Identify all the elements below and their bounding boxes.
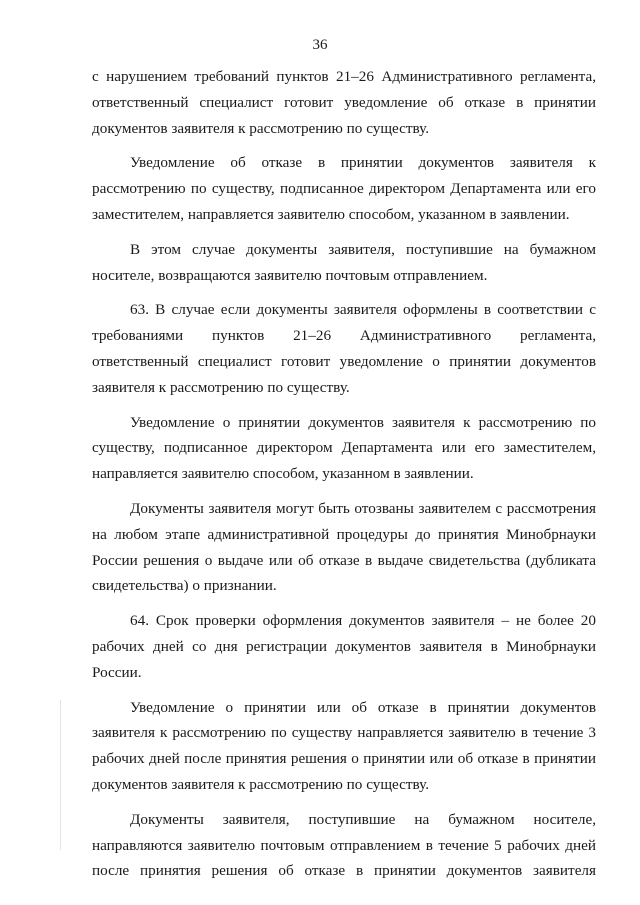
scan-edge-line [60, 700, 61, 850]
paragraph: Документы заявителя могут быть отозваны заявителем с рассмотрения на любом этапе административной процедуры до принятия Минобрнауки России решения о выдаче или об отказе в выдаче свидетельства (дубликата свидетельства) о признании. [92, 499, 596, 595]
paragraph: Уведомление о принятии документов заявителя к рассмотрению по существу, подписанное директором Департамента или его заместителем, направляется заявителю способом, указанном в заявлении. [92, 413, 596, 483]
paragraph: Уведомление об отказе в принятии документов заявителя к рассмотрению по существу, подписанное директором Департамента или его заместителем, направляется заявителю способом, указанном в заявлении. [92, 154, 596, 223]
paragraph-continuation: с нарушением требований пунктов 21–26 Административного регламента, ответственный специалист готовит уведомление об отказе в принятии документов заявителя к рассмотрению по существу. [92, 68, 596, 137]
paragraph-item-64: 64. Срок проверки оформления документов заявителя – не более 20 рабочих дней со дня регистрации документов заявителя в Минобрнауки России. [92, 612, 596, 681]
paragraph: Уведомление о принятии или об отказе в принятии документов заявителя к рассмотрению по существу направляется заявителю в течение 3 рабочих дней после принятия решения о принятии или об отказе в принятии документов заявителя к рассмотрению по существу. [92, 698, 596, 793]
paragraph-continues: Документы заявителя, поступившие на бумажном носителе, направляются заявителю почтовым отправлением в течение 5 рабочих дней после принятия решения об отказе в принятии документов заявителя [92, 810, 596, 880]
paragraph-item-63: 63. В случае если документы заявителя оформлены в соответствии с требованиями пунктов 21–26 Административного регламента, ответственный специалист готовит уведомление о принятии документов заявителя к рассмотрению по существу. [92, 301, 596, 396]
document-body [92, 64, 596, 884]
page-number: 36 [312, 37, 328, 53]
paragraph: В этом случае документы заявителя, поступившие на бумажном носителе, возвращаются заявителю почтовым отправлением. [92, 240, 596, 284]
